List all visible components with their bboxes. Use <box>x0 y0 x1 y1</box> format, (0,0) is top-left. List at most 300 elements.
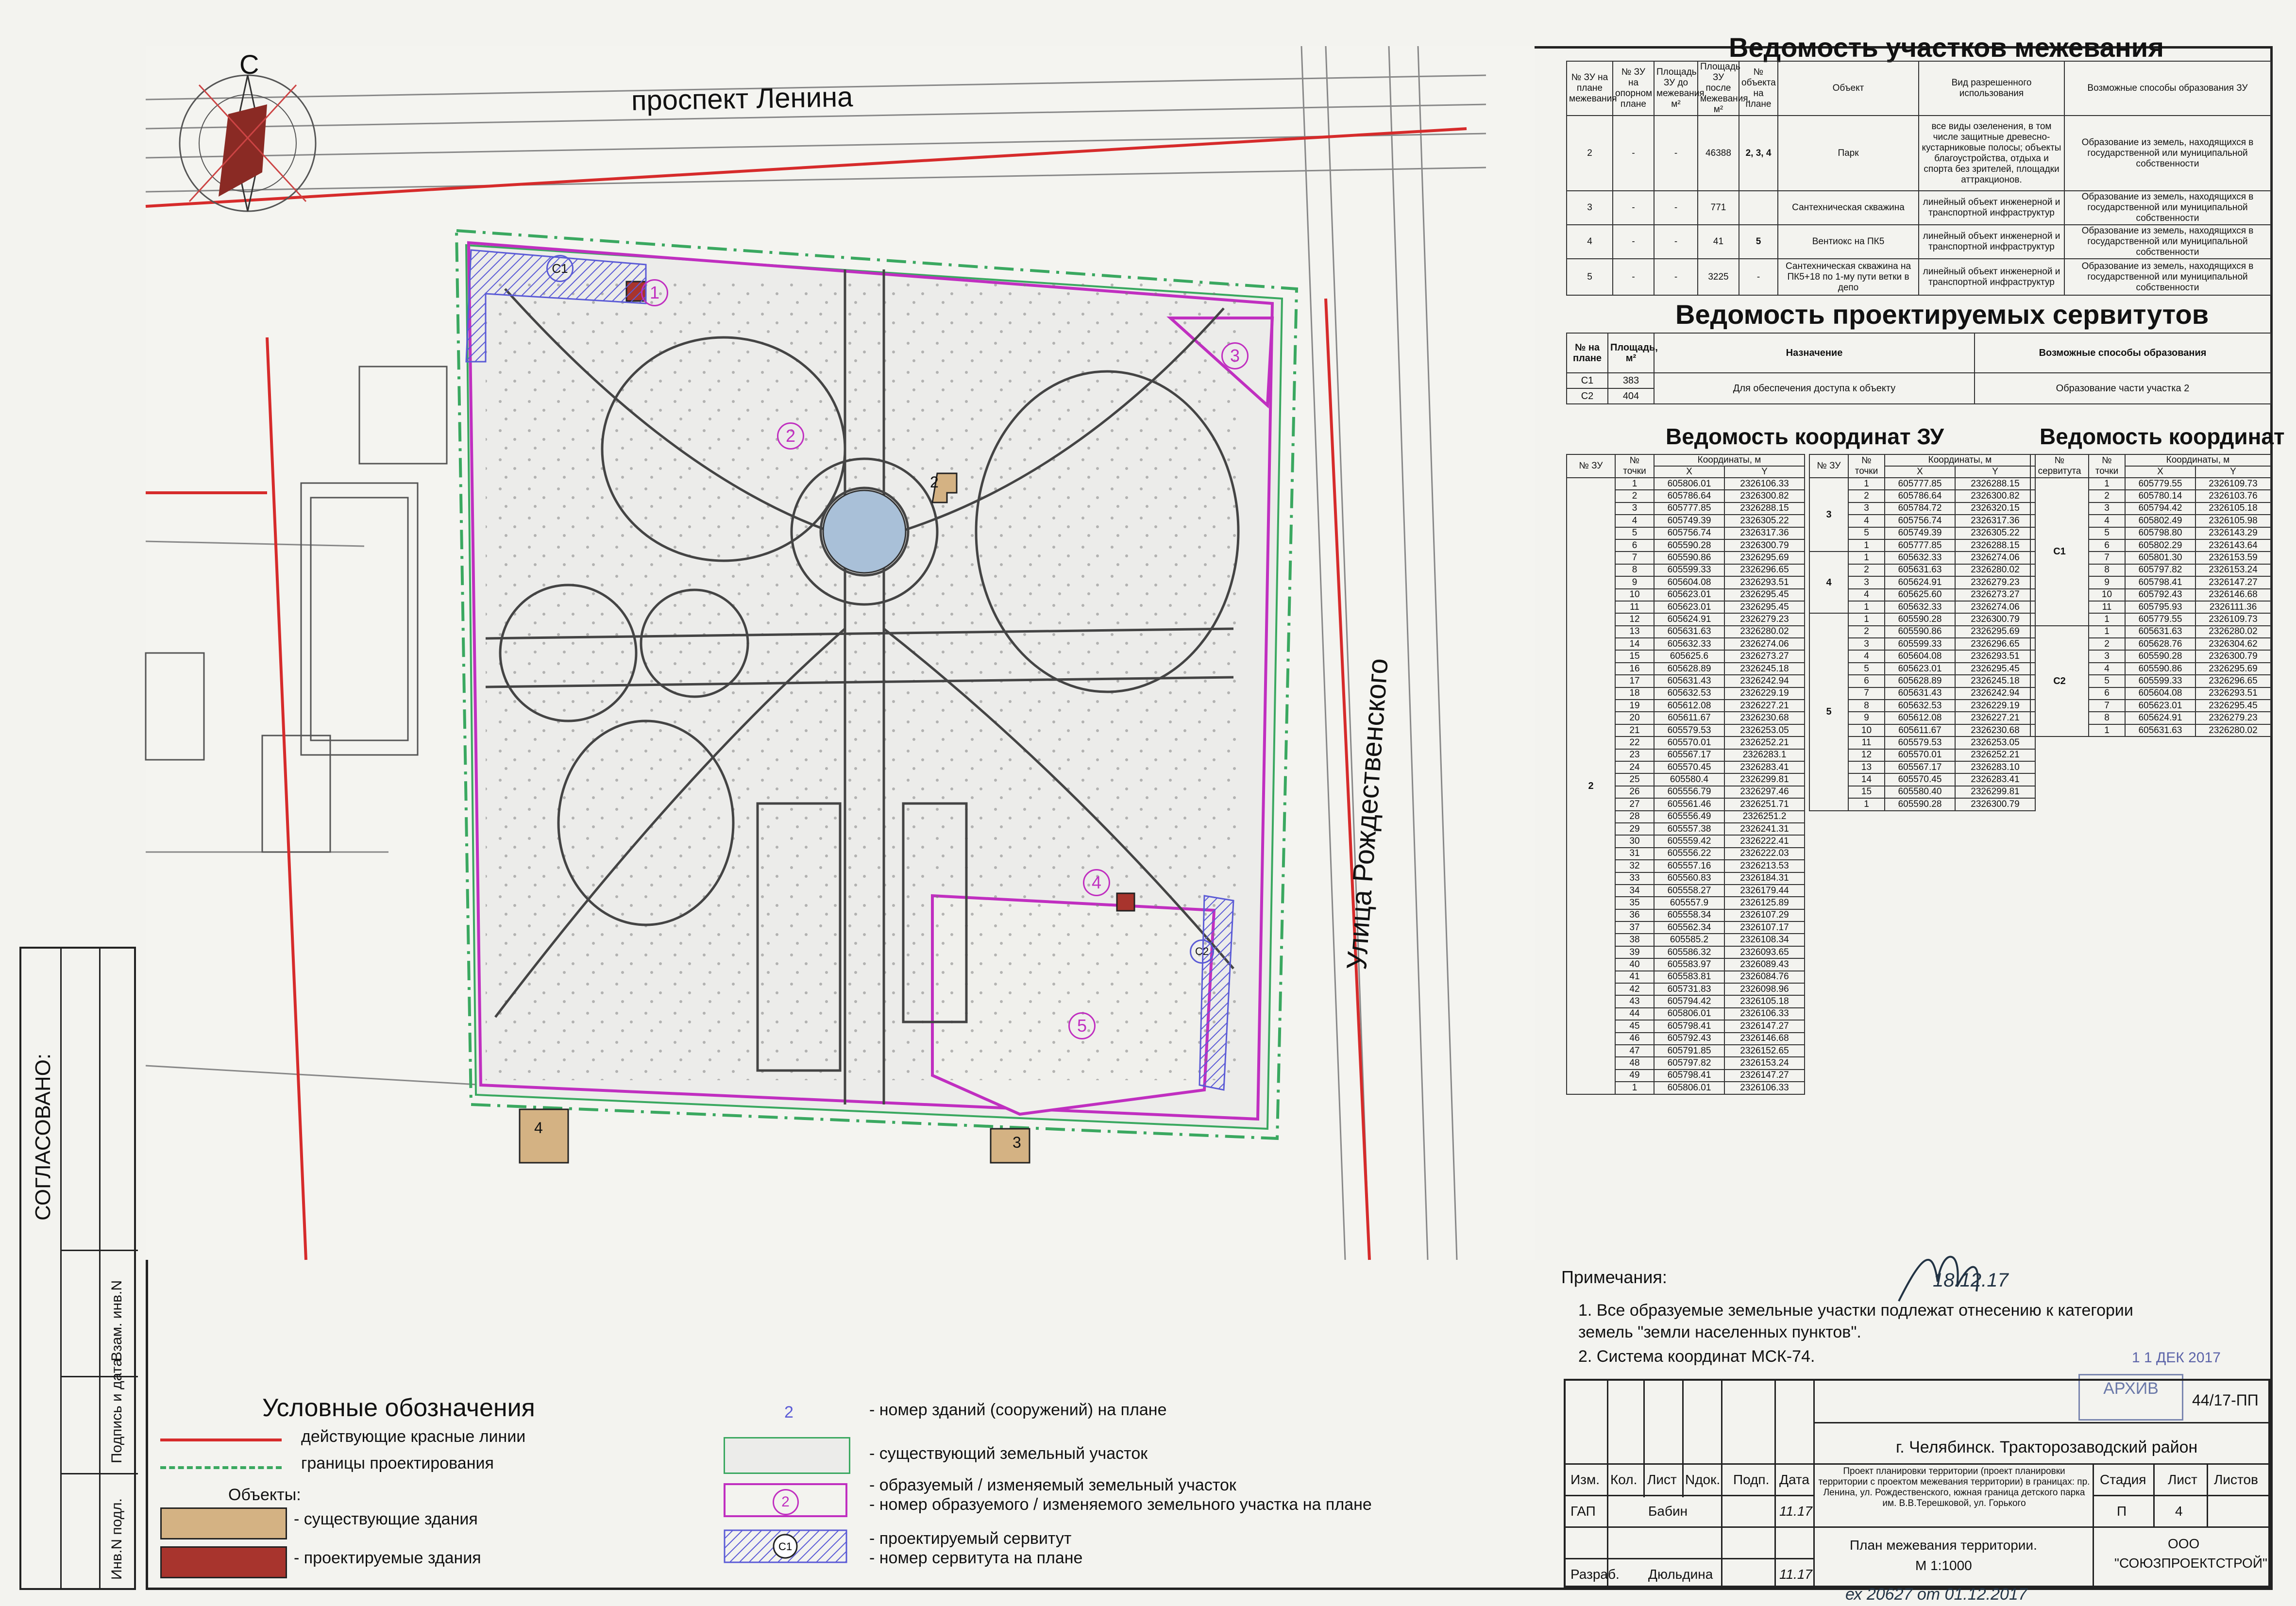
coord-y: 2326304.62 <box>2195 638 2271 650</box>
point-number: 30 <box>1615 835 1654 847</box>
stamp-col-list: Лист <box>1647 1472 1677 1487</box>
point-number: 34 <box>1615 885 1654 897</box>
point-number: 40 <box>1615 958 1654 970</box>
coord-x: 605786.64 <box>1885 490 1955 502</box>
coord-x: 605586.32 <box>1654 946 1724 958</box>
plot-label-4: 4 <box>1083 869 1110 896</box>
point-number: 24 <box>1615 761 1654 773</box>
site-plan <box>146 46 1535 1260</box>
cell: - <box>1654 225 1698 259</box>
coord-x: 605557.9 <box>1654 897 1724 909</box>
coord-y: 2326108.34 <box>1724 934 1805 946</box>
coord-y: 2326230.68 <box>1724 712 1805 724</box>
coord-x: 605632.53 <box>1885 700 1955 712</box>
coord-x: 605567.17 <box>1885 761 1955 773</box>
coord-x: 605570.01 <box>1885 749 1955 761</box>
archive-date: 1 1 ДЕК 2017 <box>2132 1350 2221 1366</box>
point-number: 7 <box>1615 552 1654 564</box>
point-number: 41 <box>1615 971 1654 983</box>
coord-y: 2326283.41 <box>1724 761 1805 773</box>
legend-right-5: - проектируемый сервитут <box>869 1529 1072 1548</box>
coord-x: 605612.08 <box>1885 712 1955 724</box>
notes-title: Примечания: <box>1561 1267 1667 1287</box>
coords-table-servitudes <box>2030 454 2271 737</box>
inv-label: Инв.N подл. <box>109 1498 125 1580</box>
coord-y: 2326245.18 <box>1724 663 1805 675</box>
coord-x: 605784.72 <box>1885 502 1955 515</box>
coord-y: 2326274.06 <box>1724 638 1805 650</box>
coord-y: 2326274.06 <box>1955 601 2035 613</box>
cell: - <box>1613 259 1654 295</box>
legend-title: Условные обозначения <box>262 1394 535 1422</box>
point-number: 2 <box>1848 626 1885 638</box>
coord-y: 2326152.65 <box>1724 1045 1805 1057</box>
coord-x: 605802.49 <box>2125 515 2195 527</box>
table-row <box>1567 259 2271 295</box>
coords-group-label: 3 <box>1809 478 1848 552</box>
legend-existing-text: - существующие здания <box>294 1510 478 1528</box>
coord-y: 2326300.82 <box>1724 490 1805 502</box>
coord-x: 605604.08 <box>2125 687 2195 700</box>
stamp-stage-hdr: Стадия <box>2100 1472 2146 1487</box>
coord-x: 605585.2 <box>1654 934 1724 946</box>
point-number: 3 <box>1615 502 1654 515</box>
title-block <box>1564 1379 2270 1588</box>
street-east-label: Улица Рождественского <box>1340 657 1394 971</box>
legend-servitude-swatch <box>724 1529 847 1563</box>
cell: C1 <box>1567 373 1608 388</box>
cell: - <box>1613 191 1654 225</box>
coord-y: 2326147.27 <box>1724 1070 1805 1082</box>
cell: Вентиокс на ПК5 <box>1778 225 1919 259</box>
coord-x: 605779.55 <box>2125 478 2195 490</box>
coord-x: 605631.63 <box>1885 564 1955 576</box>
legend-plot-swatch <box>724 1437 850 1474</box>
legend-right-4: - номер образуемого / изменяемого земельного участка на плане <box>869 1495 1372 1514</box>
signature-date: 18.12.17 <box>1933 1270 2009 1291</box>
coord-x: 605731.83 <box>1654 983 1724 995</box>
coords-table-right <box>1809 454 2036 811</box>
coord-x: 605749.39 <box>1885 527 1955 539</box>
table1-title: Ведомость участков межевания <box>1729 32 2164 63</box>
th1-1: № ЗУ на плане межевания <box>1567 61 1613 116</box>
coord-x: 605624.91 <box>1654 613 1724 625</box>
coords-group-label: 5 <box>1809 613 1848 810</box>
coord-x: 605794.42 <box>2125 502 2195 515</box>
coord-x: 605570.01 <box>1654 736 1724 749</box>
coord-x: 605583.81 <box>1654 971 1724 983</box>
coords-header-coords: Координаты, м <box>1885 454 2035 466</box>
coord-y: 2326320.15 <box>1955 502 2035 515</box>
coord-x: 605558.34 <box>1654 909 1724 921</box>
coord-x: 605632.33 <box>1885 601 1955 613</box>
cell: линейный объект инженерной и транспортной инфраструктур <box>1919 191 2064 225</box>
fountain <box>823 490 906 573</box>
coord-x: 605558.27 <box>1654 885 1724 897</box>
stamp-project: Проект планировки территории (проект планировки территории с проектом межевания территории) в границах: пр. Ленина, ул. Рождественского, южная граница детского парка им. В.В.Терешковой, ул. Горького <box>1818 1466 2090 1508</box>
stamp-razrab-date: 11.17 <box>1779 1567 1812 1582</box>
coord-x: 605590.28 <box>2125 650 2195 662</box>
coord-x: 605556.22 <box>1654 848 1724 860</box>
point-number: 8 <box>1848 700 1885 712</box>
coord-x: 605631.63 <box>2125 724 2195 736</box>
coord-y: 2326089.43 <box>1724 958 1805 970</box>
table-row <box>1809 613 2035 625</box>
stamp-sheets-hdr: Листов <box>2214 1472 2258 1487</box>
archive-label: АРХИВ <box>2103 1379 2159 1398</box>
point-number: 1 <box>1848 798 1885 810</box>
point-number: 25 <box>1615 773 1654 786</box>
coord-x: 605590.86 <box>1885 626 1955 638</box>
coord-y: 2326251.2 <box>1724 811 1805 823</box>
coord-y: 2326106.33 <box>1724 1008 1805 1020</box>
point-number: 20 <box>1615 712 1654 724</box>
point-number: 11 <box>1848 736 1885 749</box>
coord-y: 2326295.45 <box>1724 601 1805 613</box>
cell: 41 <box>1698 225 1739 259</box>
point-number: 39 <box>1615 946 1654 958</box>
point-number: 22 <box>1615 736 1654 749</box>
coord-x: 605624.91 <box>1885 576 1955 588</box>
coord-y: 2326153.59 <box>2195 552 2271 564</box>
coord-x: 605599.33 <box>2125 675 2195 687</box>
coord-x: 605611.67 <box>1885 724 1955 736</box>
point-number: 14 <box>1848 773 1885 786</box>
coord-y: 2326288.15 <box>1955 478 2035 490</box>
coords-header-zu: № сервитута <box>2030 454 2089 478</box>
point-number: 4 <box>1848 589 1885 601</box>
existing-building-3-plan <box>991 1129 1030 1163</box>
coord-x: 605570.45 <box>1885 773 1955 786</box>
coord-x: 605604.08 <box>1885 650 1955 662</box>
coord-x: 605795.93 <box>2125 601 2195 613</box>
point-number: 1 <box>2089 478 2125 490</box>
coord-y: 2326279.23 <box>1724 613 1805 625</box>
th1-2: № ЗУ на опорном плане <box>1613 61 1654 116</box>
coord-y: 2326295.69 <box>2195 663 2271 675</box>
point-number: 17 <box>1615 675 1654 687</box>
cell: - <box>1739 259 1778 295</box>
coords-header-zu: № ЗУ <box>1567 454 1615 478</box>
legend-number-sample: 2 <box>784 1403 793 1422</box>
coord-y: 2326125.89 <box>1724 897 1805 909</box>
point-number: 2 <box>2089 490 2125 502</box>
point-number: 4 <box>1848 650 1885 662</box>
coord-x: 605756.74 <box>1885 515 1955 527</box>
point-number: 10 <box>1615 589 1654 601</box>
point-number: 6 <box>2089 539 2125 552</box>
coords-group-label: C1 <box>2030 478 2089 626</box>
coord-y: 2326293.51 <box>2195 687 2271 700</box>
coord-x: 605798.41 <box>1654 1070 1724 1082</box>
point-number: 2 <box>1848 564 1885 576</box>
coord-x: 605632.33 <box>1654 638 1724 650</box>
signature-icon <box>1894 1243 2040 1311</box>
cell: 2, 3, 4 <box>1739 116 1778 191</box>
coord-y: 2326253.05 <box>1724 724 1805 736</box>
table-row <box>1567 225 2271 259</box>
coord-x: 605631.63 <box>2125 626 2195 638</box>
point-number: 11 <box>1615 601 1654 613</box>
point-number: 7 <box>2089 552 2125 564</box>
coord-y: 2326293.51 <box>1724 576 1805 588</box>
coords-table <box>1809 454 2036 811</box>
coord-x: 605556.49 <box>1654 811 1724 823</box>
point-number: 1 <box>1848 539 1885 552</box>
stamp-gap: ГАП <box>1570 1504 1596 1519</box>
point-number: 13 <box>1848 761 1885 773</box>
coord-y: 2326283.41 <box>1955 773 2035 786</box>
cell: Сантехническая скважина на ПК5+18 по 1-му пути ветки в депо <box>1778 259 1919 295</box>
coord-x: 605628.76 <box>2125 638 2195 650</box>
legend-proposed-swatch <box>160 1546 287 1578</box>
coord-y: 2326274.06 <box>1955 552 2035 564</box>
coord-x: 605779.55 <box>2125 613 2195 625</box>
point-number: 42 <box>1615 983 1654 995</box>
point-number: 9 <box>1848 712 1885 724</box>
stamp-scale: М 1:1000 <box>1915 1558 1972 1573</box>
coord-x: 605560.83 <box>1654 872 1724 885</box>
coords-group-label: 4 <box>1809 552 1848 613</box>
cell: C2 <box>1567 388 1608 404</box>
th2-3: Назначение <box>1654 333 1975 373</box>
cell <box>1739 191 1778 225</box>
cell: 383 <box>1608 373 1654 388</box>
legend-objects-label: Объекты: <box>228 1486 301 1504</box>
handwritten-note: ех 20627 от 01.12.2017 <box>1845 1585 2027 1604</box>
point-number: 5 <box>1848 527 1885 539</box>
point-number: 48 <box>1615 1057 1654 1069</box>
th1-4: Площадь ЗУ после межевания, м² <box>1698 61 1739 116</box>
coord-x: 605798.41 <box>2125 576 2195 588</box>
cell: 404 <box>1608 388 1654 404</box>
coord-y: 2326295.69 <box>1724 552 1805 564</box>
coords-header-point: № точки <box>2089 454 2125 478</box>
street-north-label: проспект Ленина <box>631 81 853 117</box>
coord-x: 605792.43 <box>1654 1033 1724 1045</box>
coord-y: 2326280.02 <box>1724 626 1805 638</box>
coord-x: 605777.85 <box>1654 502 1724 515</box>
coord-x: 605590.28 <box>1885 798 1955 810</box>
stamp-org1: ООО <box>2168 1536 2200 1551</box>
point-number: 29 <box>1615 823 1654 835</box>
left-sidebar <box>19 947 136 1590</box>
coords-header-coords: Координаты, м <box>2125 454 2271 466</box>
servitude-label-c1: C1 <box>546 255 574 282</box>
building-label-4: 4 <box>534 1119 543 1137</box>
cell: - <box>1613 116 1654 191</box>
table-servitudes <box>1566 333 2271 404</box>
coord-x: 605628.89 <box>1654 663 1724 675</box>
point-number: 47 <box>1615 1045 1654 1057</box>
point-number: 27 <box>1615 798 1654 810</box>
coord-y: 2326153.24 <box>1724 1057 1805 1069</box>
coord-y: 2326146.68 <box>1724 1033 1805 1045</box>
coord-y: 2326297.46 <box>1724 786 1805 798</box>
point-number: 46 <box>1615 1033 1654 1045</box>
point-number: 4 <box>1848 515 1885 527</box>
cell: линейный объект инженерной и транспортной инфраструктур <box>1919 259 2064 295</box>
coord-x: 605780.14 <box>2125 490 2195 502</box>
legend-red-text: действующие красные линии <box>301 1427 526 1446</box>
point-number: 4 <box>2089 515 2125 527</box>
coord-y: 2326295.45 <box>1955 663 2035 675</box>
point-number: 2 <box>2089 638 2125 650</box>
coord-y: 2326107.17 <box>1724 921 1805 934</box>
coord-y: 2326295.45 <box>1724 589 1805 601</box>
coord-x: 605557.16 <box>1654 860 1724 872</box>
coord-x: 605599.33 <box>1885 638 1955 650</box>
legend-right-3: - образуемый / изменяемый земельный участок <box>869 1476 1236 1494</box>
point-number: 1 <box>1615 1082 1654 1094</box>
table-row <box>2030 626 2271 638</box>
th2-4: Возможные способы образования <box>1975 333 2271 373</box>
point-number: 1 <box>1848 478 1885 490</box>
note-1b: земель "земли населенных пунктов". <box>1578 1323 1861 1341</box>
coords-header-zu: № ЗУ <box>1809 454 1848 478</box>
coord-y: 2326179.44 <box>1724 885 1805 897</box>
coord-y: 2326109.73 <box>2195 613 2271 625</box>
table3-title: Ведомость координат ЗУ <box>1666 424 1944 449</box>
coord-x: 605623.01 <box>1654 589 1724 601</box>
coord-y: 2326305.22 <box>1955 527 2035 539</box>
point-number: 37 <box>1615 921 1654 934</box>
coords-group-label: C2 <box>2030 626 2089 737</box>
cell: 2 <box>1567 116 1613 191</box>
point-number: 3 <box>2089 650 2125 662</box>
coord-y: 2326283.1 <box>1724 749 1805 761</box>
point-number: 32 <box>1615 860 1654 872</box>
point-number: 3 <box>1848 638 1885 650</box>
stamp-org2: "СОЮЗПРОЕКТСТРОЙ" <box>2114 1556 2267 1571</box>
site-plan-drawing <box>146 46 1535 1260</box>
building-label-2: 2 <box>930 473 939 491</box>
note-2: 2. Система координат МСК-74. <box>1578 1347 1815 1366</box>
coord-y: 2326222.03 <box>1724 848 1805 860</box>
point-number: 8 <box>2089 712 2125 724</box>
stamp-col-kol: Кол. <box>1610 1472 1638 1487</box>
table2-title: Ведомость проектируемых сервитутов <box>1675 299 2209 330</box>
coord-y: 2326143.64 <box>2195 539 2271 552</box>
coord-x: 605625.60 <box>1885 589 1955 601</box>
coord-y: 2326241.31 <box>1724 823 1805 835</box>
coords-table-left <box>1566 454 1805 1095</box>
coord-x: 605580.40 <box>1885 786 1955 798</box>
coord-x: 605797.82 <box>1654 1057 1724 1069</box>
coord-y: 2326299.81 <box>1955 786 2035 798</box>
stamp-drawing: План межевания территории. <box>1850 1538 2037 1553</box>
coords-table <box>1566 454 1805 1095</box>
stamp-razrab-name: Дюльдина <box>1648 1567 1713 1582</box>
th1-5: № объекта на плане <box>1739 61 1778 116</box>
point-number: 18 <box>1615 687 1654 700</box>
coord-y: 2326242.94 <box>1724 675 1805 687</box>
coords-table <box>2030 454 2271 737</box>
plot-label-2: 2 <box>777 422 804 450</box>
coord-x: 605590.28 <box>1654 539 1724 552</box>
coord-y: 2326230.68 <box>1955 724 2035 736</box>
point-number: 1 <box>1848 552 1885 564</box>
legend-right-1: - номер зданий (сооружений) на плане <box>869 1401 1167 1419</box>
th2-1: № на плане <box>1567 333 1608 373</box>
point-number: 16 <box>1615 663 1654 675</box>
plot-label-3: 3 <box>1221 342 1249 369</box>
table-row <box>1567 373 2271 388</box>
point-number: 12 <box>1848 749 1885 761</box>
point-number: 7 <box>2089 700 2125 712</box>
coord-y: 2326106.33 <box>1724 1082 1805 1094</box>
point-number: 28 <box>1615 811 1654 823</box>
coord-y: 2326084.76 <box>1724 971 1805 983</box>
coord-y: 2326093.65 <box>1724 946 1805 958</box>
cell: - <box>1613 225 1654 259</box>
point-number: 33 <box>1615 872 1654 885</box>
coord-x: 605562.34 <box>1654 921 1724 934</box>
cell: линейный объект инженерной и транспортной инфраструктур <box>1919 225 2064 259</box>
existing-building-4-plan <box>520 1109 568 1163</box>
coord-y: 2326273.27 <box>1724 650 1805 662</box>
coord-y: 2326147.27 <box>2195 576 2271 588</box>
coord-x: 605583.97 <box>1654 958 1724 970</box>
stamp-col-podp: Подп. <box>1733 1472 1770 1487</box>
stamp-col-izm: Изм. <box>1570 1472 1600 1487</box>
coord-y: 2326296.65 <box>2195 675 2271 687</box>
coord-x: 605632.53 <box>1654 687 1724 700</box>
point-number: 26 <box>1615 786 1654 798</box>
coord-x: 605561.46 <box>1654 798 1724 810</box>
coord-y: 2326280.02 <box>2195 724 2271 736</box>
coord-x: 605786.64 <box>1654 490 1724 502</box>
table4-title: Ведомость координат <box>2040 424 2285 449</box>
proposed-building-4 <box>1117 893 1134 911</box>
table-row <box>1567 478 1805 490</box>
point-number: 10 <box>1848 724 1885 736</box>
coord-y: 2326146.68 <box>2195 589 2271 601</box>
point-number: 1 <box>2089 724 2125 736</box>
point-number: 31 <box>1615 848 1654 860</box>
coord-x: 605623.01 <box>1654 601 1724 613</box>
point-number: 11 <box>2089 601 2125 613</box>
coord-x: 605631.63 <box>1654 626 1724 638</box>
coord-y: 2326300.79 <box>2195 650 2271 662</box>
building-label-3: 3 <box>1013 1134 1021 1151</box>
cell: Сантехническая скважина <box>1778 191 1919 225</box>
point-number: 8 <box>2089 564 2125 576</box>
stamp-razrab: Разраб. <box>1570 1567 1620 1582</box>
th1-3: Площадь ЗУ до межевания, м² <box>1654 61 1698 116</box>
point-number: 36 <box>1615 909 1654 921</box>
point-number: 6 <box>1615 539 1654 552</box>
point-number: 5 <box>1848 663 1885 675</box>
plot-label-1: 1 <box>641 279 668 306</box>
point-number: 44 <box>1615 1008 1654 1020</box>
cell: - <box>1654 191 1698 225</box>
table-plots <box>1566 61 2271 296</box>
coord-y: 2326300.79 <box>1724 539 1805 552</box>
point-number: 21 <box>1615 724 1654 736</box>
cell: Образование из земель, находящихся в государственной или муниципальной собственности <box>2064 191 2271 225</box>
coord-x: 605590.86 <box>2125 663 2195 675</box>
coord-y: 2326295.69 <box>1955 626 2035 638</box>
coords-group-label: 2 <box>1567 478 1615 1094</box>
point-number: 1 <box>1848 613 1885 625</box>
coord-y: 2326107.29 <box>1724 909 1805 921</box>
coords-header-y: Y <box>1955 466 2035 478</box>
cell: 4 <box>1567 225 1613 259</box>
point-number: 4 <box>2089 663 2125 675</box>
coord-y: 2326103.76 <box>2195 490 2271 502</box>
coord-y: 2326252.21 <box>1955 749 2035 761</box>
